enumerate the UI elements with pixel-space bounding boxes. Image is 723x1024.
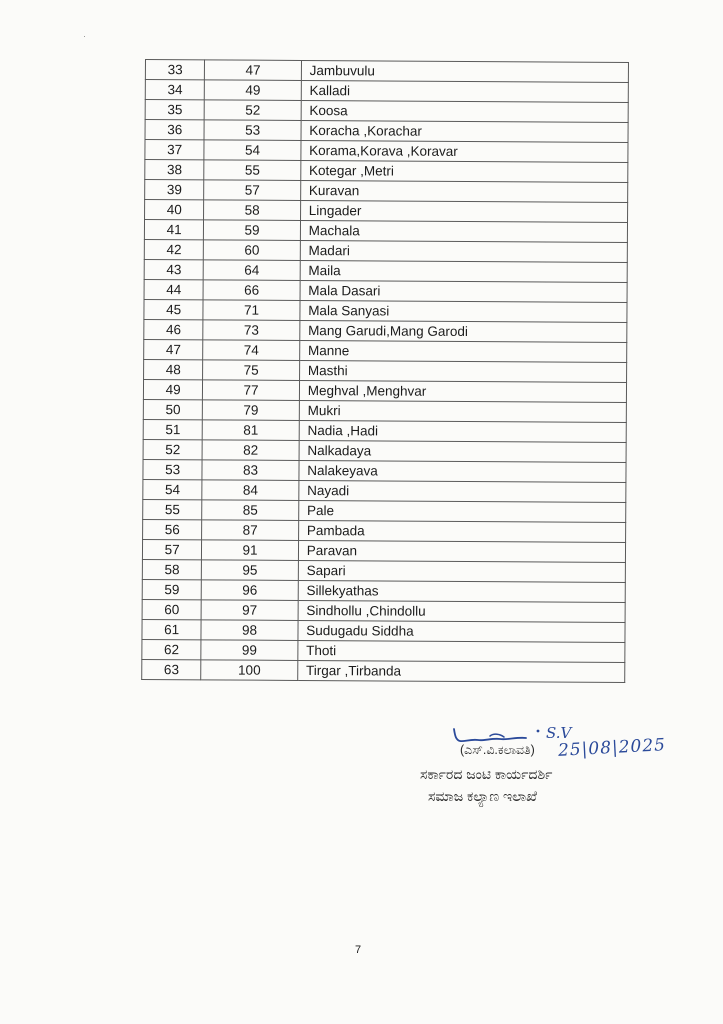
- caste-name-cell: Kotegar ,Metri: [301, 160, 628, 182]
- caste-name-cell: Mang Garudi,Mang Garodi: [300, 320, 627, 342]
- serial-number-cell: 42: [144, 239, 204, 259]
- caste-number-cell: 58: [204, 200, 300, 221]
- scan-speck: [84, 36, 85, 37]
- caste-number-cell: 85: [202, 500, 298, 521]
- serial-number-cell: 63: [142, 659, 202, 679]
- caste-number-cell: 79: [203, 400, 299, 421]
- caste-number-cell: 73: [203, 320, 299, 341]
- caste-name-cell: Kalladi: [301, 80, 628, 102]
- caste-number-cell: 100: [201, 660, 297, 681]
- serial-number-cell: 39: [145, 180, 205, 200]
- page-number: 7: [355, 944, 362, 956]
- caste-name-cell: Machala: [300, 220, 627, 242]
- serial-number-cell: 53: [143, 459, 203, 479]
- serial-number-cell: 38: [145, 160, 205, 180]
- caste-number-cell: 82: [202, 440, 298, 461]
- serial-number-cell: 58: [142, 559, 202, 579]
- caste-name-cell: Sillekyathas: [298, 580, 625, 602]
- serial-number-cell: 47: [144, 339, 204, 359]
- caste-number-cell: 83: [202, 460, 298, 481]
- caste-number-cell: 52: [205, 100, 301, 121]
- caste-name-cell: Nalkadaya: [299, 440, 626, 462]
- caste-number-cell: 95: [202, 560, 298, 581]
- caste-name-cell: Manne: [299, 340, 626, 362]
- serial-number-cell: 54: [143, 479, 203, 499]
- serial-number-cell: 37: [145, 140, 205, 160]
- caste-number-cell: 97: [201, 600, 297, 621]
- signature-block: [420, 722, 720, 832]
- serial-number-cell: 46: [144, 319, 204, 339]
- serial-number-cell: 40: [145, 200, 205, 220]
- serial-number-cell: 48: [144, 359, 204, 379]
- caste-name-cell: Koracha ,Korachar: [301, 120, 628, 142]
- caste-name-cell: Tirgar ,Tirbanda: [297, 660, 624, 682]
- caste-number-cell: 71: [203, 300, 299, 321]
- caste-number-cell: 53: [204, 120, 300, 141]
- serial-number-cell: 56: [143, 519, 203, 539]
- caste-name-cell: Masthi: [299, 360, 626, 382]
- signatory-department: ಸಮಾಜ ಕಲ್ಯಾಣ ಇಲಾಖೆ: [428, 788, 537, 804]
- serial-number-cell: 57: [142, 539, 202, 559]
- caste-number-cell: 64: [204, 260, 300, 281]
- caste-number-cell: 60: [204, 240, 300, 261]
- serial-number-cell: 55: [143, 499, 203, 519]
- caste-name-cell: Koosa: [301, 100, 628, 122]
- signatory-name: (ಎಸ್.ವಿ.ಕಲಾವತಿ): [460, 743, 535, 757]
- serial-number-cell: 52: [143, 439, 203, 459]
- caste-name-cell: Mukri: [299, 400, 626, 422]
- serial-number-cell: 43: [144, 259, 204, 279]
- caste-name-cell: Meghval ,Menghvar: [299, 380, 626, 402]
- caste-number-cell: 49: [205, 80, 301, 101]
- caste-name-cell: Mala Dasari: [300, 280, 627, 302]
- caste-name-cell: Jambuvulu: [301, 60, 628, 82]
- table-row: [142, 659, 625, 682]
- caste-name-cell: Maila: [300, 260, 627, 282]
- caste-name-cell: Mala Sanyasi: [300, 300, 627, 322]
- caste-name-cell: Korama,Korava ,Koravar: [301, 140, 628, 162]
- caste-number-cell: 91: [202, 540, 298, 561]
- serial-number-cell: 44: [144, 279, 204, 299]
- serial-number-cell: 36: [145, 120, 205, 140]
- caste-name-cell: Sudugadu Siddha: [298, 620, 625, 642]
- caste-number-cell: 55: [204, 160, 300, 181]
- caste-number-cell: 99: [201, 640, 297, 661]
- serial-number-cell: 49: [143, 379, 203, 399]
- caste-number-cell: 77: [203, 380, 299, 401]
- signatory-designation: ಸರ್ಕಾರದ ಜಂಟಿ ಕಾರ್ಯದರ್ಶಿ: [420, 766, 553, 782]
- caste-list-table: [141, 59, 629, 683]
- serial-number-cell: 59: [142, 579, 202, 599]
- caste-name-cell: Nayadi: [299, 480, 626, 502]
- caste-number-cell: 75: [203, 360, 299, 381]
- caste-name-cell: Pale: [298, 500, 625, 522]
- serial-number-cell: 50: [143, 399, 203, 419]
- serial-number-cell: 61: [142, 619, 202, 639]
- serial-number-cell: 35: [145, 100, 205, 120]
- signature-date: 25|08|2025: [557, 735, 667, 761]
- caste-number-cell: 84: [202, 480, 298, 501]
- serial-number-cell: 60: [142, 599, 202, 619]
- serial-number-cell: 41: [144, 220, 204, 240]
- caste-number-cell: 47: [205, 60, 301, 81]
- serial-number-cell: 33: [145, 60, 205, 80]
- caste-name-cell: Lingader: [300, 200, 627, 222]
- caste-number-cell: 96: [202, 580, 298, 601]
- caste-number-cell: 59: [204, 220, 300, 241]
- caste-name-cell: Nadia ,Hadi: [299, 420, 626, 442]
- caste-number-cell: 66: [203, 280, 299, 301]
- caste-number-cell: 98: [201, 620, 297, 641]
- caste-name-cell: Pambada: [298, 520, 625, 542]
- serial-number-cell: 34: [145, 80, 205, 100]
- caste-number-cell: 74: [203, 340, 299, 361]
- caste-name-cell: Kuravan: [300, 180, 627, 202]
- caste-number-cell: 81: [203, 420, 299, 441]
- caste-name-cell: Sapari: [298, 560, 625, 582]
- serial-number-cell: 51: [143, 419, 203, 439]
- caste-name-cell: Paravan: [298, 540, 625, 562]
- caste-number-cell: 54: [204, 140, 300, 161]
- caste-name-cell: Thoti: [298, 640, 625, 662]
- serial-number-cell: 62: [142, 639, 202, 659]
- serial-number-cell: 45: [144, 299, 204, 319]
- caste-number-cell: 57: [204, 180, 300, 201]
- table-body: [142, 60, 629, 683]
- caste-name-cell: Sindhollu ,Chindollu: [298, 600, 625, 622]
- caste-number-cell: 87: [202, 520, 298, 541]
- signature-initials: S.V: [546, 724, 572, 742]
- caste-name-cell: Nalakeyava: [299, 460, 626, 482]
- caste-name-cell: Madari: [300, 240, 627, 262]
